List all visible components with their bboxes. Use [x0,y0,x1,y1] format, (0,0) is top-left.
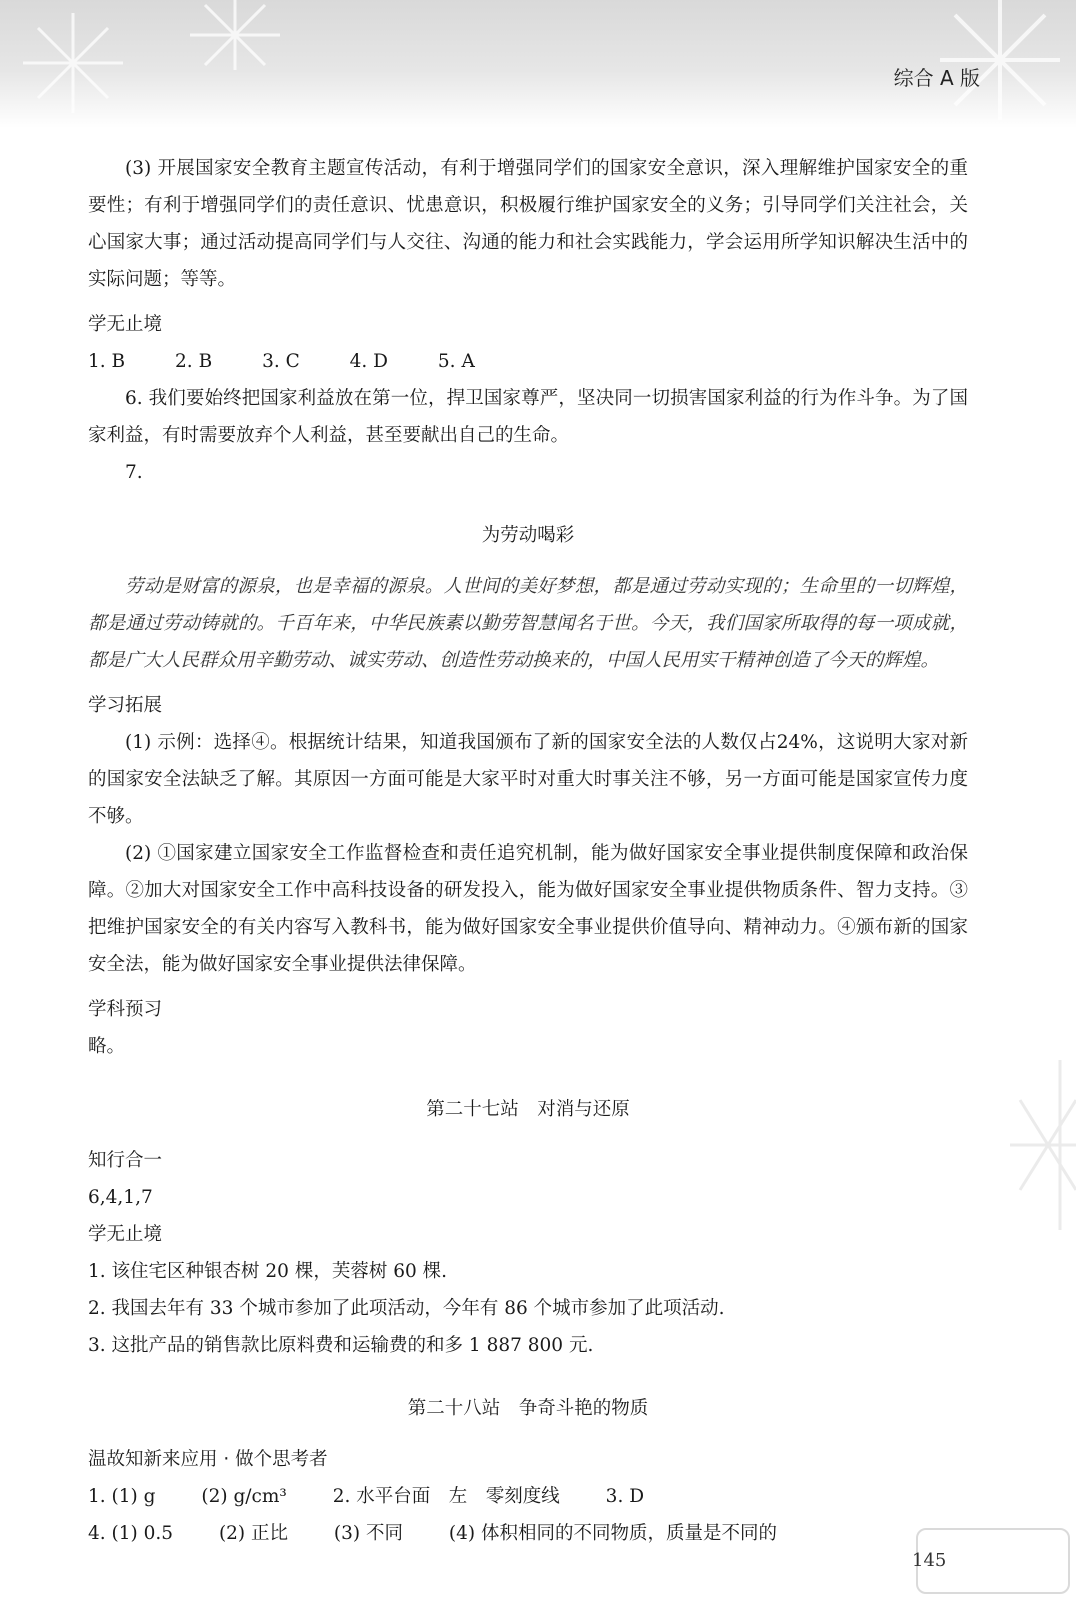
tuozhan-1: (1) 示例：选择④。根据统计结果，知道我国颁布了新的国家安全法的人数仅占24%，这说明大家对新的国家安全法缺乏了解。其原因一方面可能是大家平时对重大时事关注不够，另一方面可能是国家宣传力度不够。 [88,732,968,827]
page-number: 145 [912,1550,947,1571]
section-title-labor: 为劳动喝彩 [481,525,575,546]
list-item: 3. 这批产品的销售款比原料费和运输费的和多 1 887 800 元. [88,1335,594,1356]
list-item: 1. 该住宅区种银杏树 20 棵，芙蓉树 60 棵. [88,1261,448,1282]
heading-xuewuzhijing: 学无止境 [88,314,163,335]
page-content [88,150,968,1552]
answer-item: 4. D [349,351,389,372]
section-title-27: 第二十七站 对消与还原 [426,1099,630,1120]
heading-zhixingheyi: 知行合一 [88,1150,163,1171]
snowflake-icon [930,0,1070,120]
snowflake-icon [1000,1050,1076,1240]
answer-item: (2) 正比 [218,1523,289,1544]
heading-xuekeyuxi: 学科预习 [88,999,163,1020]
answer-item: (3) 不同 [333,1523,404,1544]
answer-item: (2) g/cm³ [201,1486,287,1507]
snowflake-icon [18,8,128,118]
answer-item: 3. D [605,1486,645,1507]
essay-paragraph: 劳动是财富的源泉，也是幸福的源泉。人世间的美好梦想，都是通过劳动实现的；生命里的一切辉煌，都是通过劳动铸就的。千百年来，中华民族素以勤劳智慧闻名于世。今天，我们国家所取得的每一项成就，都是广大人民群众用辛勤劳动、诚实劳动、创造性劳动换来的，中国人民用实干精神创造了今天的辉煌。 [88,576,968,671]
heading-xuewuzhijing-2: 学无止境 [88,1224,163,1245]
zhixingheyi-answer: 6,4,1,7 [88,1187,153,1208]
answer-row-1 [88,1478,968,1515]
essay-block [88,568,968,679]
tuozhan-2: (2) ①国家建立国家安全工作监督检查和责任追究机制，能为做好国家安全事业提供制度保障和政治保障。②加大对国家安全工作中高科技设备的研发投入，能为做好国家安全事业提供物质条件、智力支持。③把维护国家安全的有关内容写入教科书，能为做好国家安全事业提供价值导向、精神动力。④颁布新的国家安全法，能为做好国家安全事业提供法律保障。 [88,843,968,975]
section-title-28: 第二十八站 争奇斗艳的物质 [407,1398,649,1419]
answer-item: (4) 体积相同的不同物质，质量是不同的 [448,1523,777,1544]
answer-item: 2. 水平台面 左 零刻度线 [332,1486,560,1507]
answer-item: 1. (1) g [88,1486,156,1507]
answer-item: 1. B [88,351,126,372]
answer-row-2 [88,1515,968,1552]
heading-wengu: 温故知新来应用 · 做个思考者 [88,1449,328,1470]
edition-label: 综合 A 版 [893,66,980,90]
answer-q7: 7. [125,462,143,483]
list-item: 2. 我国去年有 33 个城市参加了此项活动，今年有 86 个城市参加了此项活动. [88,1298,725,1319]
answer-item: 3. C [262,351,300,372]
snowflake-icon [190,0,280,70]
answer-item: 2. B [175,351,213,372]
answer-item: 4. (1) 0.5 [88,1523,174,1544]
answer-q6: 6. 我们要始终把国家利益放在第一位，捍卫国家尊严，坚决同一切损害国家利益的行为作斗争。为了国家利益，有时需要放弃个人利益，甚至要献出自己的生命。 [88,388,968,446]
answer-row [88,343,968,380]
heading-xuexituozhan: 学习拓展 [88,695,163,716]
answer-paragraph-3: (3) 开展国家安全教育主题宣传活动，有利于增强同学们的国家安全意识，深入理解维护国家安全的重要性；有利于增强同学们的责任意识、忧患意识，积极履行维护国家安全的义务；引导同学们关注社会，关心国家大事；通过活动提高同学们与人交往、沟通的能力和社会实践能力，学会运用所学知识解决生活中的实际问题；等等。 [88,158,968,290]
lue-text: 略。 [88,1036,126,1057]
answer-item: 5. A [437,351,475,372]
